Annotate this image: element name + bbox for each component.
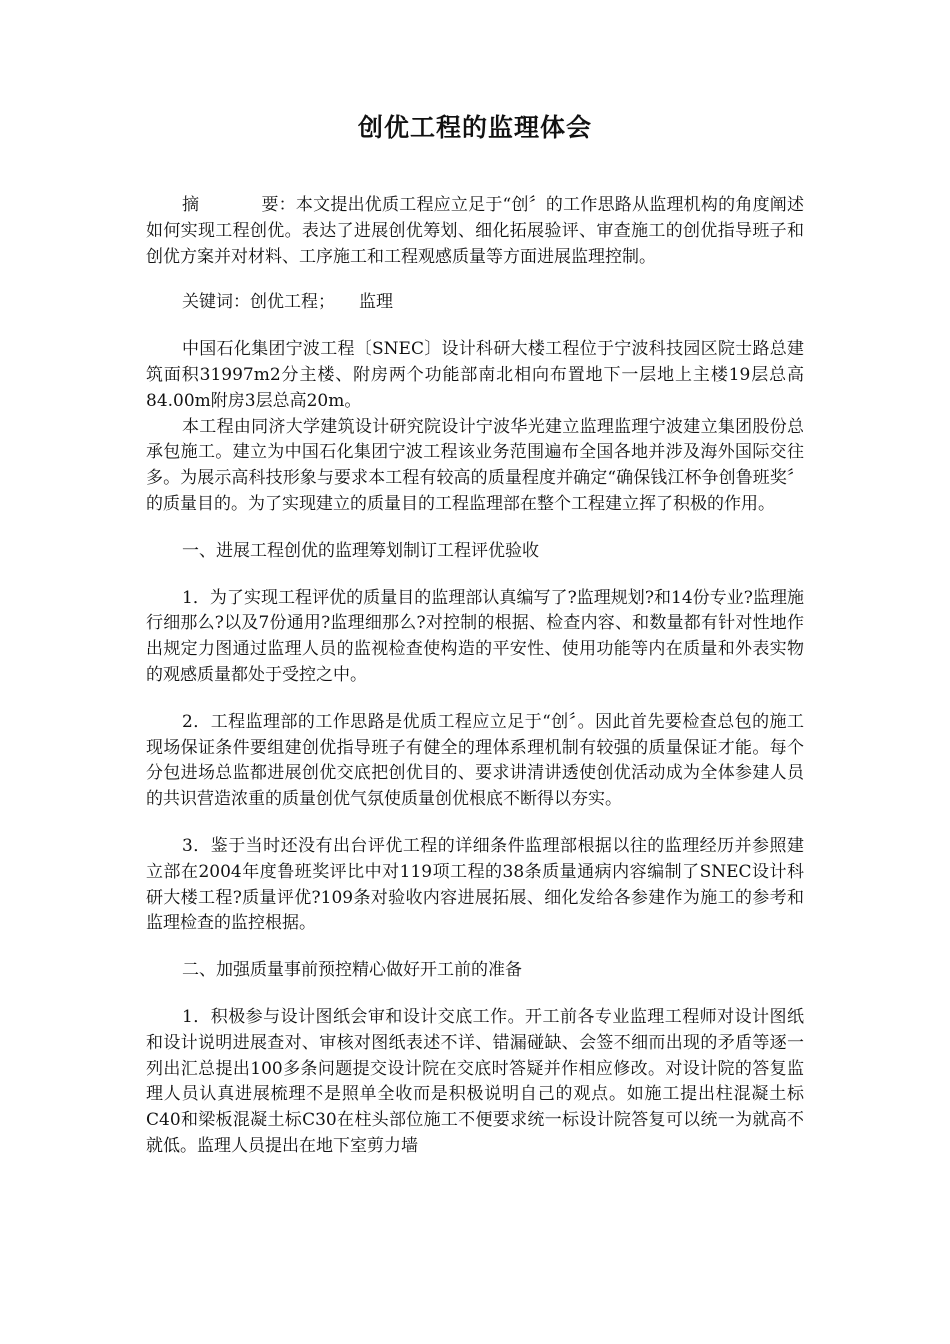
document-page xyxy=(146,0,804,1160)
abstract-label-b: 要： xyxy=(261,195,296,215)
section-2-heading: 二、加强质量事前预控精心做好开工前的准备 xyxy=(182,960,522,981)
abstract-label-a: 摘 xyxy=(182,195,200,215)
section-1-paragraph-1: 1．为了实现工程评优的质量目的监理部认真编写了?监理规划?和14份专业?监理施行细那么?以及7份通用?监理细那么?对控制的根据、检查内容、和数量都有针对性地作出规定力图通过监理人员的监视检查使构造的平安性、使用功能等内在质量和外表实物的观感质量都处于受控之中。 xyxy=(146,587,804,685)
abstract-text: 本文提出优质工程应立足于“创〞的工作思路从监理机构的角度阐述如何实现工程创优。表达了进展创优筹划、细化拓展验评、审查施工的创优指导班子和创优方案并对材料、工序施工和工程观感质量等方面进展监理控制。 xyxy=(146,195,805,267)
document-title: 创优工程的监理体会 xyxy=(357,113,592,142)
keywords-value: 监理 xyxy=(359,292,393,313)
section-1-heading: 一、进展工程创优的监理筹划制订工程评优验收 xyxy=(182,540,539,561)
intro-paragraph-1: 中国石化集团宁波工程〔SNEC〕设计科研大楼工程位于宁波科技园区院士路总建筑面积31997m2分主楼、附房两个功能部南北相向布置地下一层地上主楼19层总高84.00m附房3层总高20m。 xyxy=(146,339,804,411)
section-1-paragraph-3: 3．鉴于当时还没有出台评优工程的详细条件监理部根据以往的监理经历并参照建立部在2004年度鲁班奖评比中对119项工程的38条质量通病内容编制了SNEC设计科研大楼工程?质量评优?109条对验收内容进展拓展、细化发给各参建作为施工的参考和监理检查的监控根据。 xyxy=(146,835,804,934)
section-1-paragraph-2: 2．工程监理部的工作思路是优质工程应立足于“创〞。因此首先要检查总包的施工现场保证条件要组建创优指导班子有健全的理体系理机制有较强的质量保证才能。每个分包进场总监都进展创优交底把创优目的、要求讲清讲透使创优活动成为全体参建人员的共识营造浓重的质量创优气氛使质量创优根底不断得以夯实。 xyxy=(146,711,804,810)
abstract-paragraph xyxy=(146,193,804,270)
section-2-paragraph-1: 1．积极参与设计图纸会审和设计交底工作。开工前各专业监理工程师对设计图纸和设计说明进展查对、审核对图纸表述不详、错漏碰缺、会签不细而出现的矛盾等逐一列出汇总提出100多条问题提交设计院在交底时答疑并作相应修改。对设计院的答复监理人员认真进展梳理不是照单全收而是积极说明自己的观点。如施工提出柱混凝土标C40和梁板混凝土标C30在柱头部位施工不便要求统一标设计院答复可以统一为就高不就低。监理人员提出在地下室剪力墙 xyxy=(146,1006,804,1156)
keywords-label: 关键词：创优工程； xyxy=(182,292,335,313)
keywords-paragraph xyxy=(146,290,804,316)
intro-paragraph-2: 本工程由同济大学建筑设计研究院设计宁波华光建立监理监理宁波建立集团股份总承包施工。建立为中国石化集团宁波工程该业务范围遍布全国各地并涉及海外国际交往多。为展示高科技形象与要求本工程有较高的质量程度并确定“确保钱江杯争创鲁班奖〞的质量目的。为了实现建立的质量目的工程监理部在整个工程建立挥了积极的作用。 xyxy=(146,416,804,514)
